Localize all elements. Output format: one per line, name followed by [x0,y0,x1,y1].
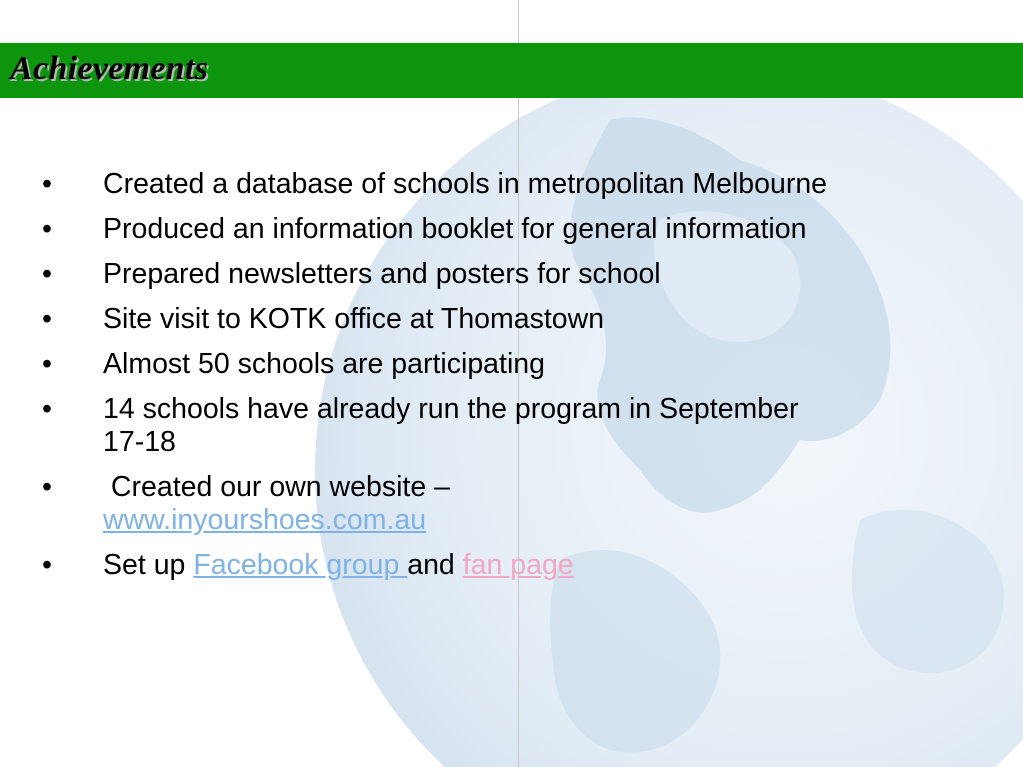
bullet-text: Almost 50 schools are participating [103,348,545,380]
bullet-item [42,348,842,381]
bullet-icon: • [42,258,52,290]
bullet-text: Created a database of schools in metropolitan Melbourne [103,168,828,200]
bullet-text: Prepared newsletters and posters for school [103,258,661,290]
slide-title: Achievements [10,50,209,87]
bullet-item [42,471,842,537]
bullet-icon: • [42,348,52,380]
bullet-item [42,213,842,246]
bullet-text: Produced an information booklet for general information [103,213,807,245]
bullet-icon: • [42,471,52,503]
facebook-group-link[interactable]: Facebook group [193,549,408,581]
bullet-text: Created our own website – [103,471,450,503]
bullet-text: Site visit to KOTK office at Thomastown [103,303,605,335]
bullet-item [42,303,842,336]
bullet-item [42,258,842,291]
bullet-text-middle: and [407,549,463,581]
fan-page-link[interactable]: fan page [462,549,574,581]
bullet-icon: • [42,393,52,425]
bullet-item [42,393,842,459]
website-link[interactable]: www.inyourshoes.com.au [103,504,427,536]
bullet-icon: • [42,549,52,581]
bullet-icon: • [42,168,52,200]
bullet-item [42,549,842,582]
bullet-icon: • [42,303,52,335]
bullet-item [42,168,842,201]
bullet-text: 14 schools have already run the program in September 17-18 [103,393,799,458]
bullet-list [42,168,842,594]
bullet-text-prefix: Set up [103,549,194,581]
bullet-icon: • [42,213,52,245]
